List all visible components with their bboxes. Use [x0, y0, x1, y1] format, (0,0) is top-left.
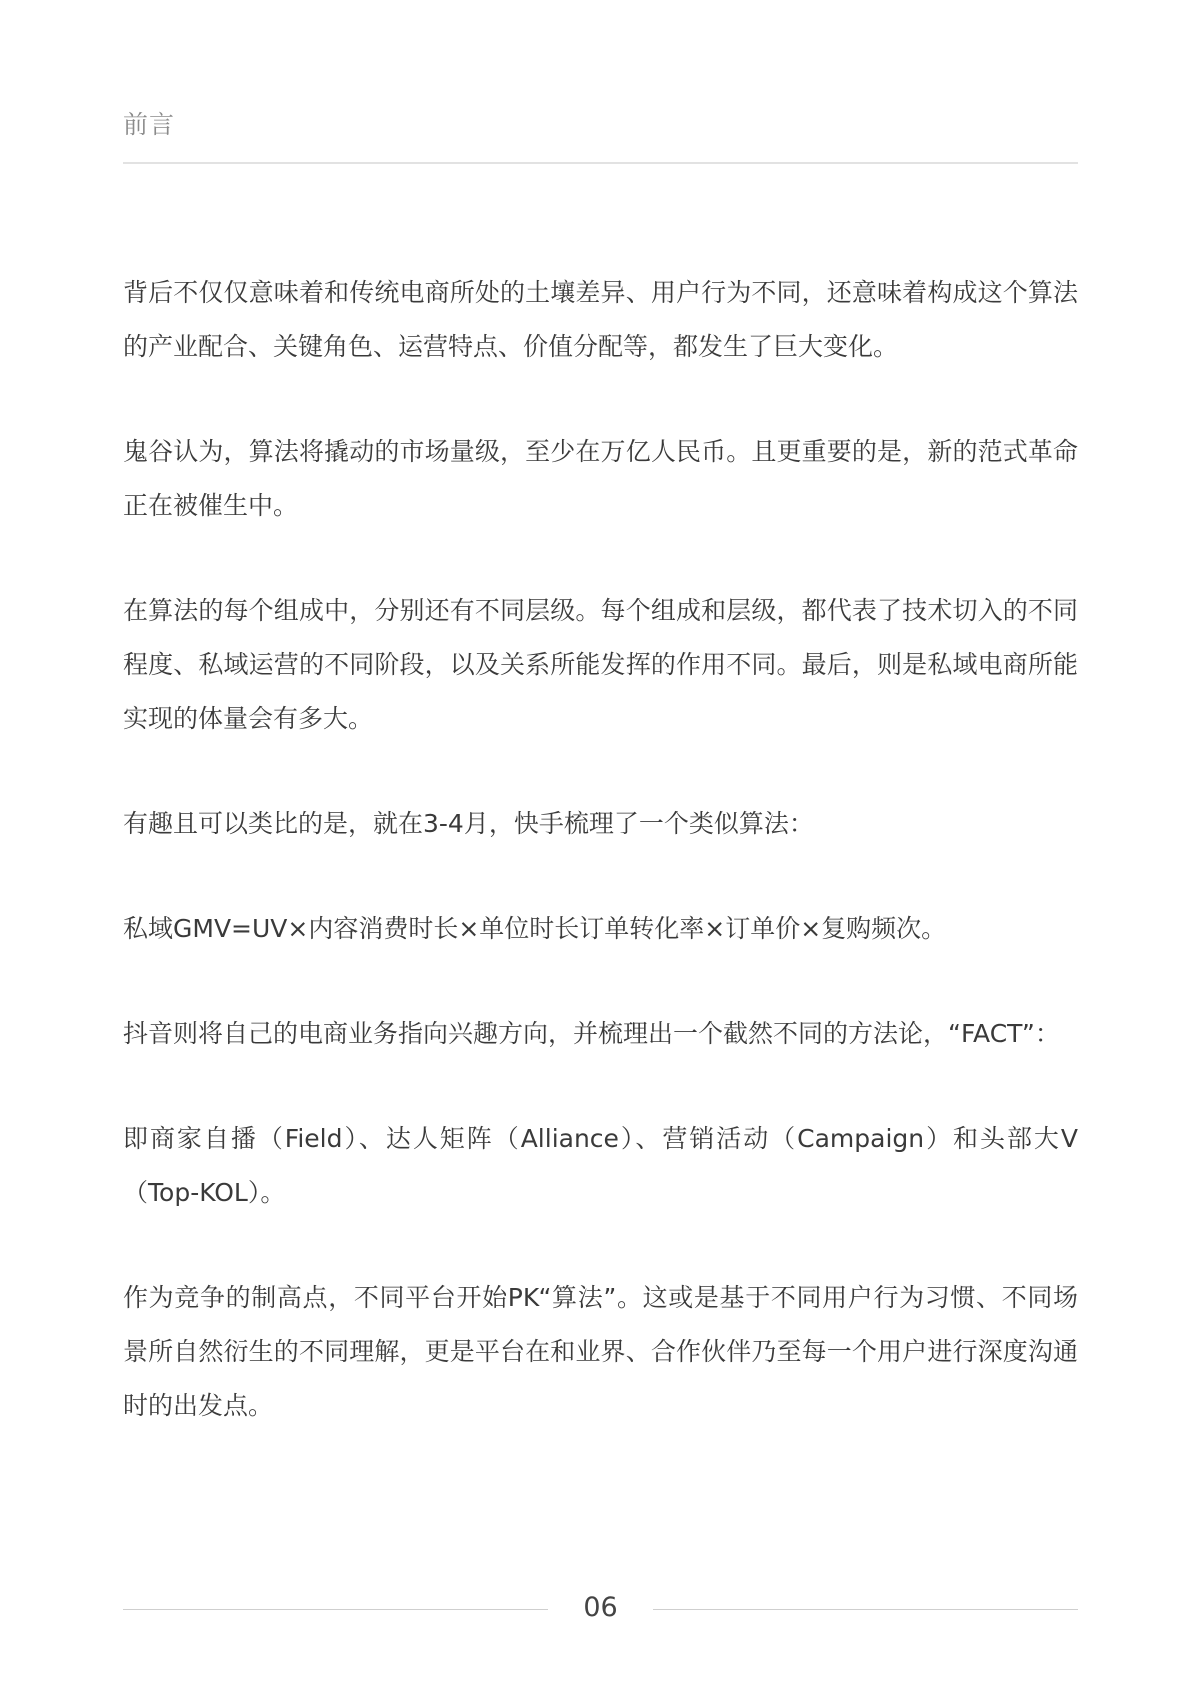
paragraph-4: 有趣且可以类比的是，就在3-4月，快手梳理了一个类似算法：: [123, 809, 814, 838]
page-number: 06: [583, 1592, 618, 1623]
paragraph-6: 抖音则将自己的电商业务指向兴趣方向，并梳理出一个截然不同的方法论，“FACT”：: [123, 1019, 1060, 1048]
paragraph-5: 私域GMV=UV×内容消费时长×单位时长订单转化率×订单价×复购频次。: [123, 914, 947, 943]
paragraph-7: 即商家自播（Field）、达人矩阵（Alliance）、营销活动（Campaign）和头部大V（Top-KOL）。: [123, 1124, 1078, 1207]
paragraph-1: 背后不仅仅意味着和传统电商所处的土壤差异、用户行为不同，还意味着构成这个算法的产业配合、关键角色、运营特点、价值分配等，都发生了巨大变化。: [123, 278, 1078, 361]
header-divider: [123, 162, 1078, 164]
paragraph-2: 鬼谷认为，算法将撬动的市场量级，至少在万亿人民币。且更重要的是，新的范式革命正在被催生中。: [123, 437, 1078, 520]
paragraph-8: 作为竞争的制高点，不同平台开始PK“算法”。这或是基于不同用户行为习惯、不同场景所自然衍生的不同理解，更是平台在和业界、合作伙伴乃至每一个用户进行深度沟通时的出发点。: [123, 1283, 1078, 1420]
paragraph-3: 在算法的每个组成中，分别还有不同层级。每个组成和层级，都代表了技术切入的不同程度、私域运营的不同阶段，以及关系所能发挥的作用不同。最后，则是私域电商所能实现的体量会有多大。: [123, 596, 1078, 733]
page-header: [123, 108, 1078, 164]
section-title: 前言: [123, 110, 176, 139]
page-footer: [123, 1586, 1078, 1630]
footer-rule-right: [653, 1609, 1078, 1610]
body-content: [123, 266, 1078, 1484]
